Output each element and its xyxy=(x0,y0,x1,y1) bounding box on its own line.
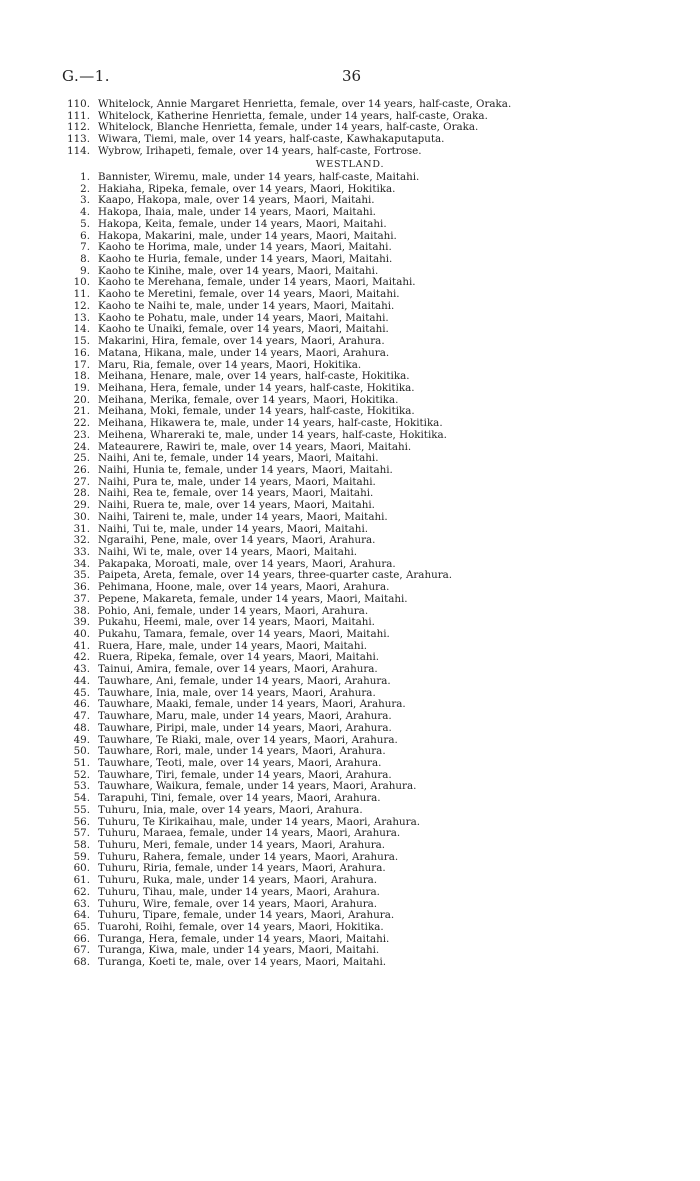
entry-text: Kaoho te Naihi te, male, under 14 years, Maori, Maitahi. xyxy=(98,299,395,312)
entry-text: Turanga, Koeti te, male, over 14 years, Maori, Maitahi. xyxy=(98,956,387,969)
entry-text: Kaoho te Horima, male, under 14 years, Maori, Maitahi. xyxy=(98,241,392,254)
entry-text: Turanga, Hera, female, under 14 years, Maori, Maitahi. xyxy=(98,932,390,945)
list-item xyxy=(60,348,680,360)
entry-number: 50. xyxy=(73,745,90,758)
entry-number: 9. xyxy=(80,264,90,277)
entry-number: 28. xyxy=(73,487,90,500)
list-item xyxy=(60,887,680,899)
list-item xyxy=(60,922,680,934)
entry-number: 66. xyxy=(73,932,90,945)
entry-text: Pehimana, Hoone, male, over 14 years, Maori, Arahura. xyxy=(98,581,390,594)
entry-number: 64. xyxy=(73,909,90,922)
entry-text: Pepene, Makareta, female, under 14 years, Maori, Maitahi. xyxy=(98,592,408,605)
entry-number: 25. xyxy=(73,452,90,465)
entry-text: Tauwhare, Rori, male, under 14 years, Maori, Arahura. xyxy=(98,745,386,758)
entry-number: 37. xyxy=(73,592,90,605)
entry-number: 41. xyxy=(73,639,90,652)
entry-number: 113. xyxy=(67,133,90,146)
entry-number: 15. xyxy=(73,335,90,348)
entry-text: Tuhuru, Rahera, female, under 14 years, Maori, Arahura. xyxy=(98,850,399,863)
entry-text: Pohio, Ani, female, under 14 years, Maori, Arahura. xyxy=(98,604,369,617)
list-item xyxy=(60,219,680,231)
entry-number: 16. xyxy=(73,346,90,359)
entry-text: Pakapaka, Moroati, male, over 14 years, Maori, Arahura. xyxy=(98,557,396,570)
list-item xyxy=(60,805,680,817)
entry-number: 10. xyxy=(73,276,90,289)
entry-text: Naihi, Ruera te, male, over 14 years, Maori, Maitahi. xyxy=(98,499,375,512)
entry-number: 60. xyxy=(73,862,90,875)
entry-text: Tauwhare, Inia, male, over 14 years, Maori, Arahura. xyxy=(98,686,376,699)
entry-number: 34. xyxy=(73,557,90,570)
entry-number: 17. xyxy=(73,358,90,371)
list-item xyxy=(60,99,680,111)
entry-text: Tauwhare, Teoti, male, over 14 years, Maori, Arahura. xyxy=(98,756,382,769)
entry-number: 55. xyxy=(73,803,90,816)
entry-number: 21. xyxy=(73,405,90,418)
list-item xyxy=(60,512,680,524)
entry-number: 33. xyxy=(73,546,90,558)
list-item xyxy=(60,758,680,770)
list-item xyxy=(60,629,680,641)
entry-text: Kaoho te Meretini, female, over 14 years, Maori, Maitahi. xyxy=(98,288,400,301)
entry-text: Hakopa, Ihaia, male, under 14 years, Maori, Maitahi. xyxy=(98,206,376,219)
entry-text: Whitelock, Blanche Henrietta, female, under 14 years, half-caste, Oraka. xyxy=(98,121,479,134)
entry-text: Maru, Ria, female, over 14 years, Maori, Hokitika. xyxy=(98,358,362,371)
entry-number: 8. xyxy=(80,253,90,266)
entry-number: 56. xyxy=(73,815,90,828)
entry-text: Tauwhare, Waikura, female, under 14 years, Maori, Arahura. xyxy=(98,780,417,793)
list-item xyxy=(60,594,680,606)
entry-text: Hakopa, Makarini, male, under 14 years, Maori, Maitahi. xyxy=(98,229,397,242)
entry-text: Meihana, Henare, male, over 14 years, half-caste, Hokitika. xyxy=(98,370,410,383)
list-item xyxy=(60,383,680,395)
list-item xyxy=(60,957,680,969)
entry-text: Naihi, Hunia te, female, under 14 years, Maori, Maitahi. xyxy=(98,463,393,476)
list-item xyxy=(60,146,680,158)
entry-number: 52. xyxy=(73,768,90,781)
entry-text: Naihi, Ani te, female, under 14 years, Maori, Maitahi. xyxy=(98,452,379,465)
entry-number: 26. xyxy=(73,463,90,476)
entry-number: 68. xyxy=(73,956,90,969)
entry-number: 40. xyxy=(73,628,90,641)
entry-text: Tuhuru, Wire, female, over 14 years, Maori, Arahura. xyxy=(98,897,378,910)
entry-text: Tuhuru, Tipare, female, under 14 years, Maori, Arahura. xyxy=(98,909,395,922)
entry-number: 54. xyxy=(73,792,90,805)
entry-number: 58. xyxy=(73,838,90,851)
entry-number: 24. xyxy=(73,440,90,453)
entry-text: Pukahu, Tamara, female, over 14 years, Maori, Maitahi. xyxy=(98,628,390,641)
entry-number: 65. xyxy=(73,921,90,933)
entry-number: 27. xyxy=(73,475,90,488)
entry-number: 18. xyxy=(73,370,90,383)
entry-number: 5. xyxy=(80,217,90,230)
list-item xyxy=(60,430,680,442)
section-title: WESTLAND. xyxy=(315,159,385,170)
entry-number: 7. xyxy=(80,241,90,254)
entry-number: 51. xyxy=(73,756,90,769)
entry-text: Tuhuru, Inia, male, over 14 years, Maori, Arahura. xyxy=(98,803,363,816)
entry-text: Hakopa, Keita, female, under 14 years, Maori, Maitahi. xyxy=(98,217,387,230)
entry-text: Hakiaha, Ripeka, female, over 14 years, Maori, Hokitika. xyxy=(98,182,396,195)
entry-number: 14. xyxy=(73,323,90,336)
entry-text: Tarapuhi, Tini, female, over 14 years, Maori, Arahura. xyxy=(98,792,381,805)
entry-number: 4. xyxy=(80,206,90,219)
entry-text: Tauwhare, Piripi, male, under 14 years, Maori, Arahura. xyxy=(98,721,392,734)
entry-text: Kaoho te Unaiki, female, over 14 years, Maori, Maitahi. xyxy=(98,323,389,336)
entry-text: Ruera, Hare, male, under 14 years, Maori, Maitahi. xyxy=(98,639,368,652)
entry-text: Tauwhare, Tiri, female, under 14 years, Maori, Arahura. xyxy=(98,768,392,781)
list-item xyxy=(60,547,680,559)
entry-number: 46. xyxy=(73,698,90,711)
entry-text: Kaoho te Pohatu, male, under 14 years, Maori, Maitahi. xyxy=(98,311,389,324)
entry-text: Naihi, Pura te, male, under 14 years, Maori, Maitahi. xyxy=(98,475,376,488)
entry-text: Naihi, Rea te, female, over 14 years, Maori, Maitahi. xyxy=(98,487,374,500)
entry-text: Mateaurere, Rawiri te, male, over 14 years, Maori, Maitahi. xyxy=(98,440,412,453)
entry-number: 114. xyxy=(67,144,90,157)
entry-text: Tuarohi, Roihi, female, over 14 years, Maori, Hokitika. xyxy=(98,921,384,933)
entry-text: Meihena, Whareraki te, male, under 14 years, half-caste, Hokitika. xyxy=(98,428,447,441)
entry-text: Tauwhare, Maru, male, under 14 years, Maori, Arahura. xyxy=(98,710,392,723)
list-item xyxy=(60,723,680,735)
entry-text: Turanga, Kiwa, male, under 14 years, Maori, Maitahi. xyxy=(98,944,380,957)
entry-number: 38. xyxy=(73,604,90,617)
entry-number: 48. xyxy=(73,721,90,734)
entry-number: 6. xyxy=(80,229,90,242)
entry-text: Tuhuru, Meri, female, under 14 years, Maori, Arahura. xyxy=(98,838,386,851)
entry-number: 30. xyxy=(73,510,90,523)
entry-text: Makarini, Hira, female, over 14 years, Maori, Arahura. xyxy=(98,335,385,348)
entry-text: Wiwara, Tiemi, male, over 14 years, half-caste, Kawhakaputaputa. xyxy=(98,133,445,146)
entry-number: 36. xyxy=(73,581,90,594)
entry-text: Tauwhare, Maaki, female, under 14 years, Maori, Arahura. xyxy=(98,698,406,711)
entry-text: Paipeta, Areta, female, over 14 years, three-quarter caste, Arahura. xyxy=(98,569,453,582)
entry-text: Tuhuru, Riria, female, under 14 years, Maori, Arahura. xyxy=(98,862,386,875)
entry-text: Kaapo, Hakopa, male, over 14 years, Maori, Maitahi. xyxy=(98,194,375,207)
entry-number: 31. xyxy=(73,522,90,535)
entry-text: Naihi, Taireni te, male, under 14 years, Maori, Maitahi. xyxy=(98,510,388,523)
continued-entry-list xyxy=(60,99,680,158)
entry-number: 57. xyxy=(73,827,90,840)
entry-number: 13. xyxy=(73,311,90,324)
entry-text: Naihi, Wi te, male, over 14 years, Maori, Maitahi. xyxy=(98,546,358,558)
entry-number: 12. xyxy=(73,299,90,312)
list-item xyxy=(60,172,680,184)
entry-text: Tuhuru, Te Kirikaihau, male, under 14 years, Maori, Arahura. xyxy=(98,815,421,828)
entry-number: 11. xyxy=(73,288,90,301)
entry-number: 44. xyxy=(73,674,90,687)
entry-number: 49. xyxy=(73,733,90,746)
entry-number: 39. xyxy=(73,616,90,629)
entry-text: Ngaraihi, Pene, male, over 14 years, Maori, Arahura. xyxy=(98,534,376,547)
entry-number: 2. xyxy=(80,182,90,195)
entry-text: Bannister, Wiremu, male, under 14 years, half-caste, Maitahi. xyxy=(98,171,420,183)
entry-text: Kaoho te Merehana, female, under 14 years, Maori, Maitahi. xyxy=(98,276,416,289)
entry-number: 35. xyxy=(73,569,90,582)
entry-number: 43. xyxy=(73,663,90,676)
entry-number: 67. xyxy=(73,944,90,957)
entry-number: 1. xyxy=(80,171,90,183)
entry-text: Tuhuru, Maraea, female, under 14 years, Maori, Arahura. xyxy=(98,827,401,840)
entry-text: Meihana, Hikawera te, male, under 14 years, half-caste, Hokitika. xyxy=(98,417,443,430)
entry-number: 45. xyxy=(73,686,90,699)
entry-number: 32. xyxy=(73,534,90,547)
entry-number: 63. xyxy=(73,897,90,910)
list-item xyxy=(60,676,680,688)
entry-text: Meihana, Hera, female, under 14 years, half-caste, Hokitika. xyxy=(98,381,415,394)
entry-number: 29. xyxy=(73,499,90,512)
entry-number: 42. xyxy=(73,651,90,664)
entry-text: Ruera, Ripeka, female, over 14 years, Maori, Maitahi. xyxy=(98,651,380,664)
entry-number: 62. xyxy=(73,885,90,898)
entry-number: 47. xyxy=(73,710,90,723)
entry-text: Meihana, Merika, female, over 14 years, Maori, Hokitika. xyxy=(98,393,399,406)
westland-entry-list xyxy=(60,172,680,969)
entry-number: 112. xyxy=(67,121,90,134)
list-item xyxy=(60,301,680,313)
entry-text: Kaoho te Huria, female, under 14 years, Maori, Maitahi. xyxy=(98,253,393,266)
entry-number: 61. xyxy=(73,874,90,887)
entry-text: Tuhuru, Ruka, male, under 14 years, Maori, Arahura. xyxy=(98,874,378,887)
entry-text: Tuhuru, Tihau, male, under 14 years, Maori, Arahura. xyxy=(98,885,380,898)
entry-text: Wybrow, Irihapeti, female, over 14 years, half-caste, Fortrose. xyxy=(98,144,422,157)
entry-text: Matana, Hikana, male, under 14 years, Maori, Arahura. xyxy=(98,346,390,359)
entry-number: 110. xyxy=(67,98,90,110)
entry-number: 3. xyxy=(80,194,90,207)
list-item xyxy=(60,465,680,477)
entry-number: 59. xyxy=(73,850,90,863)
entry-text: Pukahu, Heemi, male, over 14 years, Maori, Maitahi. xyxy=(98,616,375,629)
entry-text: Naihi, Tui te, male, under 14 years, Maori, Maitahi. xyxy=(98,522,369,535)
entry-number: 53. xyxy=(73,780,90,793)
entry-number: 111. xyxy=(67,109,90,122)
entry-number: 20. xyxy=(73,393,90,406)
entry-text: Kaoho te Kinihe, male, over 14 years, Maori, Maitahi. xyxy=(98,264,379,277)
entry-number: 19. xyxy=(73,381,90,394)
entry-number: 23. xyxy=(73,428,90,441)
entry-number: 22. xyxy=(73,417,90,430)
entry-text: Meihana, Moki, female, under 14 years, half-caste, Hokitika. xyxy=(98,405,415,418)
list-item xyxy=(60,840,680,852)
list-item xyxy=(60,254,680,266)
document-code: G.—1. xyxy=(62,67,111,85)
entry-text: Tauwhare, Te Riaki, male, over 14 years, Maori, Arahura. xyxy=(98,733,398,746)
entry-text: Tainui, Amira, female, over 14 years, Maori, Arahura. xyxy=(98,663,378,676)
entry-text: Tauwhare, Ani, female, under 14 years, Maori, Arahura. xyxy=(98,674,391,687)
page-number: 36 xyxy=(342,67,362,85)
entry-text: Whitelock, Katherine Henrietta, female, under 14 years, half-caste, Oraka. xyxy=(98,109,488,122)
entry-text: Whitelock, Annie Margaret Henrietta, female, over 14 years, half-caste, Oraka. xyxy=(98,98,512,110)
